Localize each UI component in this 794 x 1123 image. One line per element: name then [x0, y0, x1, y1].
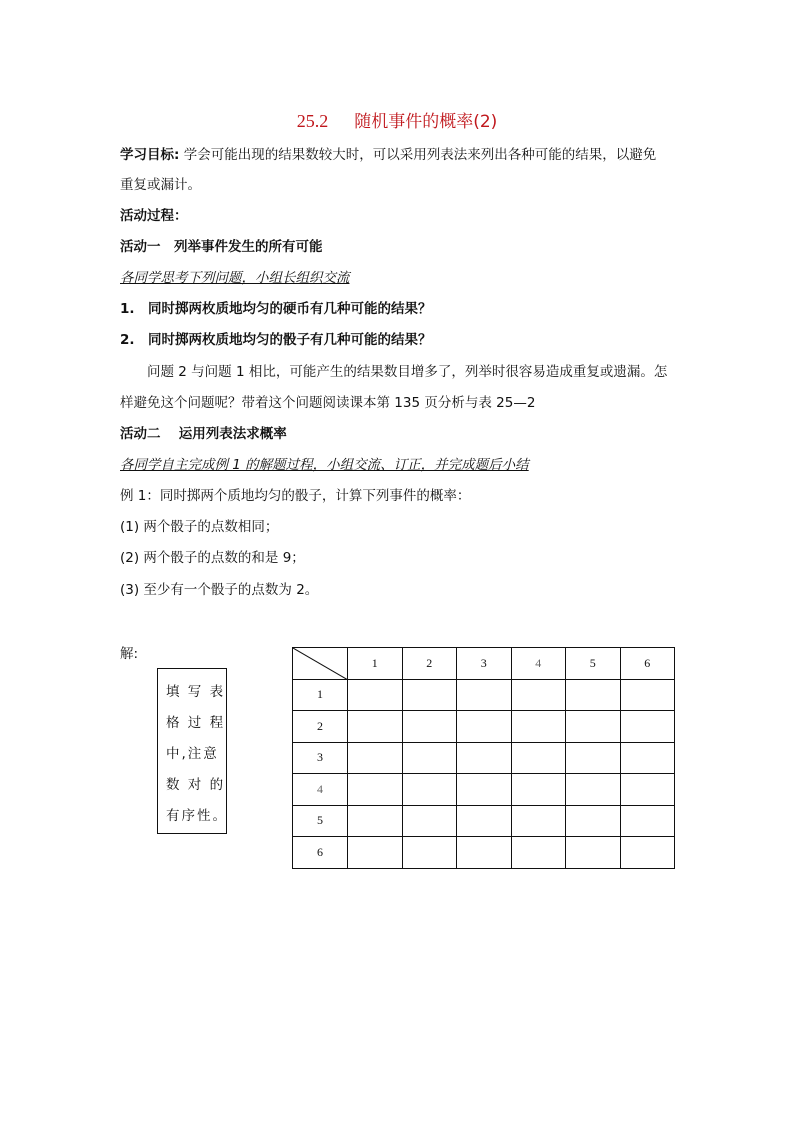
column-header: 6: [620, 648, 675, 680]
table-cell[interactable]: [348, 679, 403, 711]
example-item-2: (2) 两个骰子的点数的和是 9；: [120, 550, 305, 566]
table-row: [293, 679, 675, 711]
table-cell[interactable]: [348, 711, 403, 743]
table-cell[interactable]: [566, 774, 621, 806]
table-row: [293, 805, 675, 837]
table-cell[interactable]: [402, 774, 457, 806]
table-cell[interactable]: [620, 774, 675, 806]
table-cell[interactable]: [620, 711, 675, 743]
activity1-paragraph-line1: 问题 2 与问题 1 相比，可能产生的结果数目增多了，列举时很容易造成重复或遗漏。怎: [147, 364, 668, 380]
table-cell[interactable]: [348, 742, 403, 774]
row-header: 6: [293, 837, 348, 869]
table-cell[interactable]: [348, 805, 403, 837]
goal-label: 学习目标:: [120, 147, 180, 163]
question-2: 2. 同时掷两枚质地均匀的骰子有几种可能的结果？: [120, 332, 432, 348]
table-cell[interactable]: [511, 774, 566, 806]
activity1-instruction: 各同学思考下列问题，小组长组织交流: [120, 270, 350, 286]
table-cell[interactable]: [620, 805, 675, 837]
table-cell[interactable]: [348, 774, 403, 806]
table-cell[interactable]: [511, 679, 566, 711]
table-row: [293, 711, 675, 743]
table-cell[interactable]: [566, 679, 621, 711]
table-cell[interactable]: [620, 837, 675, 869]
activity2-title: 活动二 运用列表法求概率: [120, 426, 287, 442]
question-1: 1. 同时掷两枚质地均匀的硬币有几种可能的结果？: [120, 301, 432, 317]
column-header: 4: [511, 648, 566, 680]
table-cell[interactable]: [457, 774, 512, 806]
learning-goal-line2: 重复或漏计。: [120, 177, 201, 193]
note-line: 中,注意: [166, 746, 219, 762]
table-cell[interactable]: [566, 805, 621, 837]
table-cell[interactable]: [620, 742, 675, 774]
row-header: 3: [293, 742, 348, 774]
diagonal-line: [293, 648, 348, 680]
table-cell[interactable]: [511, 742, 566, 774]
title-number: 25.2: [296, 111, 329, 131]
title-text: 随机事件的概率(2): [354, 112, 498, 132]
table-cell[interactable]: [402, 711, 457, 743]
page-title: [0, 107, 794, 132]
example-1: 例 1：同时掷两个质地均匀的骰子，计算下列事件的概率：: [120, 488, 471, 504]
table-cell[interactable]: [566, 711, 621, 743]
table-cell[interactable]: [457, 837, 512, 869]
dice-outcome-table: [292, 647, 675, 869]
ordering-note-box: [157, 668, 227, 834]
table-cell[interactable]: [457, 679, 512, 711]
activity2-instruction: 各同学自主完成例 1 的解题过程，小组交流、订正，并完成题后小结: [120, 457, 529, 473]
example-item-1: (1) 两个骰子的点数相同；: [120, 519, 279, 535]
table-cell[interactable]: [402, 837, 457, 869]
table-cell[interactable]: [511, 837, 566, 869]
activity1-paragraph-line2: 样避免这个问题呢？带着这个问题阅读课本第 135 页分析与表 25—2: [120, 395, 536, 411]
solution-label: 解:: [120, 646, 139, 662]
process-label: 活动过程：: [120, 208, 188, 224]
table-cell[interactable]: [457, 742, 512, 774]
note-line: 格 过 程: [166, 715, 226, 731]
row-header: 1: [293, 679, 348, 711]
row-header: 2: [293, 711, 348, 743]
diagonal-corner-cell: [293, 648, 348, 680]
table-header-row: [293, 648, 675, 680]
table-cell[interactable]: [620, 679, 675, 711]
row-header: 4: [293, 774, 348, 806]
column-header: 3: [457, 648, 512, 680]
table-row: [293, 837, 675, 869]
note-line: 有序性。: [166, 808, 228, 824]
table-cell[interactable]: [511, 805, 566, 837]
learning-goal-line1: [120, 145, 656, 165]
table-row: [293, 774, 675, 806]
column-header: 5: [566, 648, 621, 680]
example-item-3: (3) 至少有一个骰子的点数为 2。: [120, 582, 319, 598]
goal-text1: 学会可能出现的结果数较大时，可以采用列表法来列出各种可能的结果，以避免: [179, 147, 657, 163]
table-cell[interactable]: [402, 742, 457, 774]
row-header: 5: [293, 805, 348, 837]
table-cell[interactable]: [566, 742, 621, 774]
table-row: [293, 742, 675, 774]
column-header: 1: [348, 648, 403, 680]
table-cell[interactable]: [511, 711, 566, 743]
note-line: 填 写 表: [166, 684, 226, 700]
note-line: 数 对 的: [166, 777, 226, 793]
activity1-title: 活动一 列举事件发生的所有可能: [120, 239, 323, 255]
table-cell[interactable]: [457, 711, 512, 743]
table-cell[interactable]: [566, 837, 621, 869]
column-header: 2: [402, 648, 457, 680]
table-cell[interactable]: [348, 837, 403, 869]
table-cell[interactable]: [402, 805, 457, 837]
table-cell[interactable]: [402, 679, 457, 711]
table-cell[interactable]: [457, 805, 512, 837]
